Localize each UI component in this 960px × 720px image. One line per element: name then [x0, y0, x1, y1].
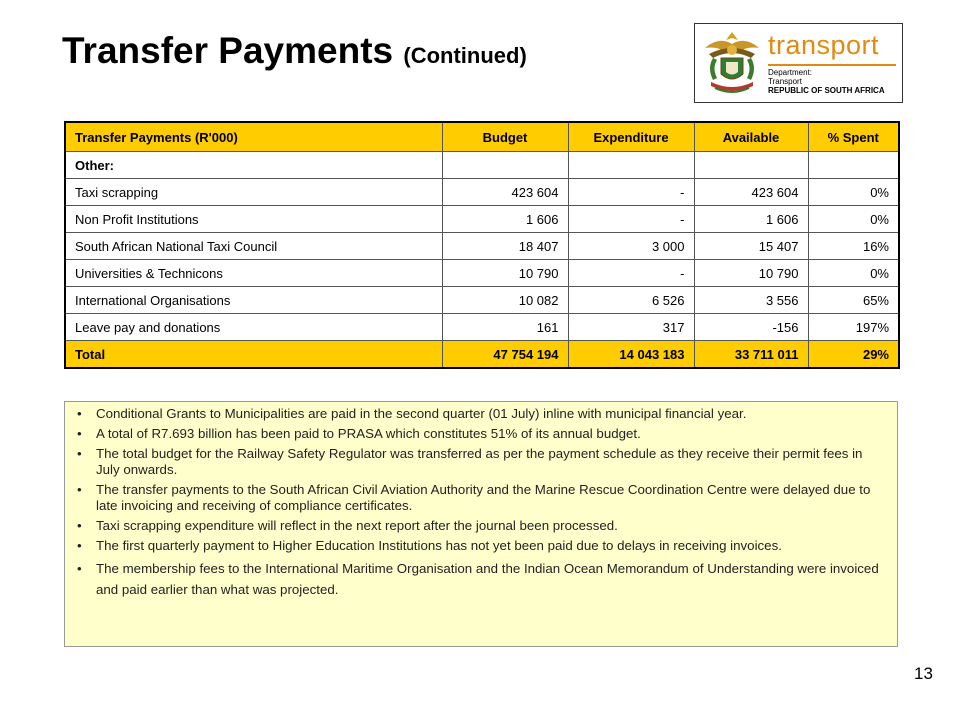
cell-expenditure: 3 000 — [568, 233, 694, 260]
cell-name: South African National Taxi Council — [65, 233, 442, 260]
coat-of-arms-icon — [699, 28, 765, 98]
total-label: Total — [65, 341, 442, 369]
col-header-budget: Budget — [442, 122, 568, 152]
col-header-spent: % Spent — [808, 122, 899, 152]
note-item: • The total budget for the Railway Safety Regulator was transferred as per the payment schedule as they receive their permit fees in July onwards. — [77, 446, 887, 478]
section-label: Other: — [65, 152, 442, 179]
note-item: • Taxi scrapping expenditure will reflect in the next report after the journal been processed. — [77, 518, 887, 534]
table-row — [65, 260, 899, 287]
page-number: 13 — [914, 664, 933, 683]
cell-budget: 10 082 — [442, 287, 568, 314]
cell-available: 1 606 — [694, 206, 808, 233]
table-row — [65, 287, 899, 314]
cell-spent: 16% — [808, 233, 899, 260]
table-row — [65, 179, 899, 206]
cell-budget: 10 790 — [442, 260, 568, 287]
cell-available: 10 790 — [694, 260, 808, 287]
table-header-row — [65, 122, 899, 152]
cell-expenditure: - — [568, 206, 694, 233]
title-subtitle: (Continued) — [403, 43, 527, 68]
total-spent: 29% — [808, 341, 899, 369]
note-item: • A total of R7.693 billion has been paid to PRASA which constitutes 51% of its annual budget. — [77, 426, 887, 442]
cell-spent: 65% — [808, 287, 899, 314]
cell-spent: 0% — [808, 206, 899, 233]
cell-budget: 161 — [442, 314, 568, 341]
cell-available: 15 407 — [694, 233, 808, 260]
cell-spent: 0% — [808, 260, 899, 287]
total-expenditure: 14 043 183 — [568, 341, 694, 369]
department-logo — [694, 23, 903, 103]
cell-name: Taxi scrapping — [65, 179, 442, 206]
col-header-name: Transfer Payments (R'000) — [65, 122, 442, 152]
cell-name: International Organisations — [65, 287, 442, 314]
cell-expenditure: 6 526 — [568, 287, 694, 314]
table-row — [65, 233, 899, 260]
transfer-payments-table — [64, 121, 900, 369]
cell-available: 423 604 — [694, 179, 808, 206]
total-available: 33 711 011 — [694, 341, 808, 369]
cell-expenditure: - — [568, 179, 694, 206]
cell-name: Universities & Technicons — [65, 260, 442, 287]
note-item: • The first quarterly payment to Higher Education Institutions has not yet been paid due to delays in receiving invoices. — [77, 538, 887, 554]
cell-name: Leave pay and donations — [65, 314, 442, 341]
cell-name: Non Profit Institutions — [65, 206, 442, 233]
cell-available: -156 — [694, 314, 808, 341]
note-item: • The membership fees to the International Maritime Organisation and the Indian Ocean Memorandum of Understanding were invoiced and paid earlier than what was projected. — [77, 558, 887, 600]
page-title — [62, 30, 527, 72]
cell-available: 3 556 — [694, 287, 808, 314]
cell-budget: 1 606 — [442, 206, 568, 233]
logo-wordmark: transport — [768, 30, 880, 60]
table-row — [65, 314, 899, 341]
logo-dept-line2: Transport — [768, 77, 802, 86]
cell-spent: 0% — [808, 179, 899, 206]
logo-department-text — [768, 68, 885, 95]
note-item: • The transfer payments to the South African Civil Aviation Authority and the Marine Rescue Coordination Centre were delayed due to late invoicing and receiving of compliance certificates. — [77, 482, 887, 514]
notes-list — [77, 406, 887, 600]
table-row — [65, 206, 899, 233]
total-budget: 47 754 194 — [442, 341, 568, 369]
logo-dept-line3: REPUBLIC OF SOUTH AFRICA — [768, 86, 885, 95]
logo-divider — [768, 64, 896, 66]
col-header-available: Available — [694, 122, 808, 152]
notes-box — [64, 401, 898, 647]
cell-budget: 423 604 — [442, 179, 568, 206]
title-main: Transfer Payments — [62, 30, 394, 71]
cell-spent: 197% — [808, 314, 899, 341]
cell-expenditure: 317 — [568, 314, 694, 341]
cell-expenditure: - — [568, 260, 694, 287]
table-total-row — [65, 341, 899, 369]
cell-budget: 18 407 — [442, 233, 568, 260]
note-item: • Conditional Grants to Municipalities are paid in the second quarter (01 July) inline with municipal financial year. — [77, 406, 887, 422]
section-row-other — [65, 152, 899, 179]
logo-dept-line1: Department: — [768, 68, 813, 77]
col-header-expenditure: Expenditure — [568, 122, 694, 152]
